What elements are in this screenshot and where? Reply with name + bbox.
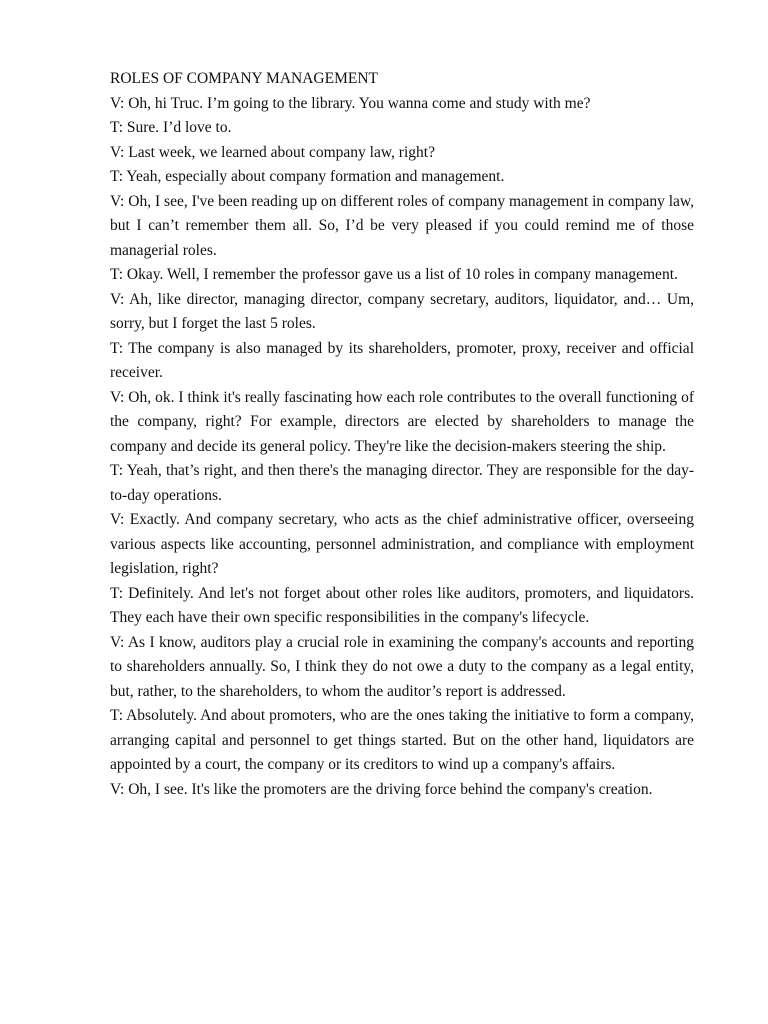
dialogue-line-13: V: As I know, auditors play a crucial role in examining the company's accounts and reporting to shareholders annually. So, I think they do not owe a duty to the company as a legal entity, but, rather, to the shareholders, to whom the auditor’s report is addressed.	[110, 633, 694, 700]
dialogue-line-15: V: Oh, I see. It's like the promoters are the driving force behind the company's creation.	[110, 780, 653, 798]
dialogue-line-12: T: Definitely. And let's not forget about other roles like auditors, promoters, and liquidators. They each have their own specific responsibilities in the company's lifecycle.	[110, 584, 694, 626]
dialogue-line-5: V: Oh, I see, I've been reading up on different roles of company management in company law, but I can’t remember them all. So, I’d be very pleased if you could remind me of those managerial roles.	[110, 192, 694, 259]
document-title: ROLES OF COMPANY MANAGEMENT	[110, 70, 378, 87]
dialogue-line-6: T: Okay. Well, I remember the professor gave us a list of 10 roles in company management.	[110, 266, 678, 283]
dialogue-line-3: V: Last week, we learned about company law, right?	[110, 143, 435, 161]
document-page	[110, 67, 694, 802]
dialogue-line-9: V: Oh, ok. I think it's really fascinating how each role contributes to the overall functioning of the company, right? For example, directors are elected by shareholders to manage the company and decide its general policy. They're like the decision-makers steering the ship.	[110, 388, 694, 455]
dialogue-line-1: V: Oh, hi Truc. I’m going to the library. You wanna come and study with me?	[110, 94, 591, 112]
dialogue-line-14: T: Absolutely. And about promoters, who are the ones taking the initiative to form a company, arranging capital and personnel to get things started. But on the other hand, liquidators are appointed by a court, the company or its creditors to wind up a company's affairs.	[110, 707, 694, 773]
dialogue-line-8: T: The company is also managed by its shareholders, promoter, proxy, receiver and official receiver.	[110, 339, 694, 381]
dialogue-line-4: T: Yeah, especially about company formation and management.	[110, 168, 505, 185]
dialogue-line-2: T: Sure. I’d love to.	[110, 119, 232, 136]
dialogue-line-10: T: Yeah, that’s right, and then there's the managing director. They are responsible for the day-to-day operations.	[110, 462, 694, 504]
dialogue-line-7: V: Ah, like director, managing director, company secretary, auditors, liquidator, and… Um, sorry, but I forget the last 5 roles.	[110, 290, 694, 332]
dialogue-line-11: V: Exactly. And company secretary, who acts as the chief administrative officer, overseeing various aspects like accounting, personnel administration, and compliance with employment legislation, right?	[110, 511, 694, 577]
